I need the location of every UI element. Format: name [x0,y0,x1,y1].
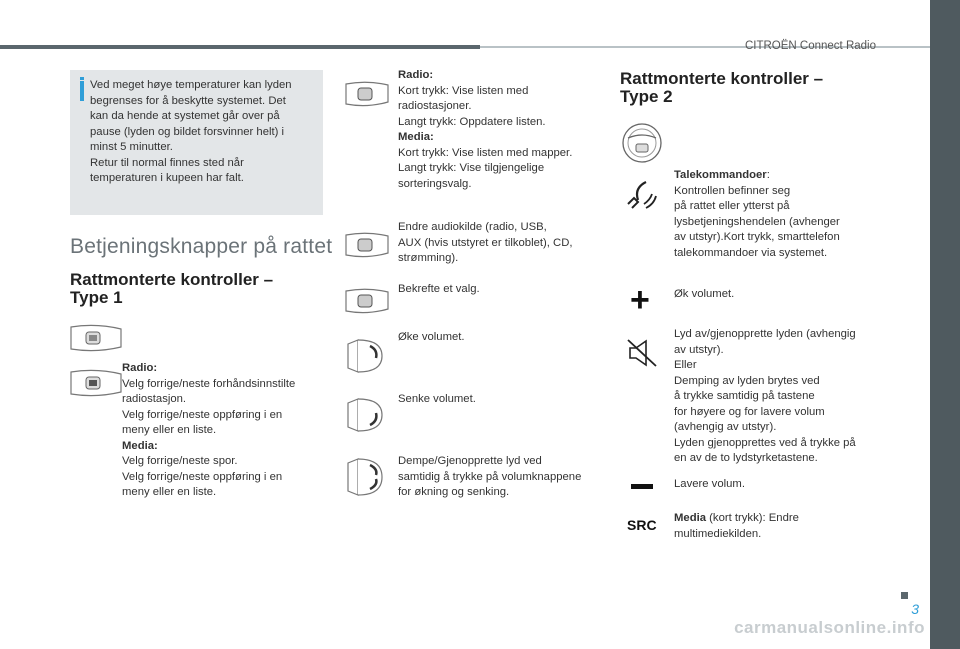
header-title: CITROËN Connect Radio [744,40,876,52]
text-line: Velg forrige/neste spor. [122,455,238,467]
confirm-button-icon [344,287,390,315]
type1-radio-media-text [122,361,322,501]
volume-up-type2-text: Øk volumet. [674,288,735,300]
radio-label: Radio: [122,362,158,374]
volume-down-knob-icon [344,395,388,435]
text-line: å trykke samtidig på tastene [674,390,815,402]
text-line: Lyden gjenopprettes ved å trykke på [674,436,856,449]
type1-heading [70,271,320,307]
text-line: talekommandoer via systemet. [674,246,828,259]
note-line: kan da hende at systemet går over på [90,110,280,122]
text-line: Kort trykk: Vise listen med mapper. [398,146,573,159]
volume-up-text: Øke volumet. [398,331,465,343]
src-label: Media [674,512,707,524]
text-line: (kort trykk): Endre [706,512,799,524]
note-line: begrenses for å beskytte systemet. Det [90,94,286,107]
section-title: Betjeningsknapper på rattet [70,235,333,258]
text-line: Kontrollen befinner seg [674,184,791,197]
volume-up-knob-icon [344,336,388,376]
src-icon: SRC [627,517,657,533]
continue-marker [901,592,908,599]
seek-button-icon [68,368,124,398]
list-button-text [398,68,598,192]
text-line: strømming). [398,252,459,264]
watermark: carmanualsonline.info [734,618,925,637]
steering-control-type1-icon [68,323,124,353]
mute-type2-text [674,327,874,467]
voice-command-text [674,168,874,261]
info-icon [80,81,84,101]
text-line: av utstyr).Kort trykk, smarttelefon [674,231,840,243]
mute-text [398,454,598,501]
type2-heading-line2: Type 2 [620,87,673,106]
text-line: meny eller en liste. [122,424,217,436]
confirm-button-text: Bekrefte et valg. [398,283,480,295]
info-icon-dot [80,77,84,80]
text-line: Endre audiokilde (radio, USB, [398,221,547,233]
header-rule-dark [0,45,480,49]
text-line: (avhengig av utstyr). [674,421,777,433]
steering-wheel-icon [620,122,664,164]
voice-command-icon [624,178,660,210]
media-label: Media: [398,131,434,143]
mute-knob-icon [344,455,388,499]
type2-heading-line1: Rattmonterte kontroller – [620,69,824,88]
media-label: Media: [122,439,158,452]
page-number: 3 [911,601,919,617]
text-line: Dempe/Gjenopprette lyd ved [398,455,542,467]
text-line: Langt trykk: Vise tilgjengelige [398,162,545,174]
volume-down-text: Senke volumet. [398,393,476,405]
voice-label-suffix: : [766,169,770,181]
text-line: AUX (hvis utstyret er tilkoblet), CD, [398,236,573,249]
text-line: for høyere og for lavere volum [674,405,825,418]
page-edge-strip [930,0,960,649]
text-line: Demping av lyden brytes ved [674,374,820,387]
text-line: på rattet eller ytterst på [674,200,790,212]
type1-heading-line1: Rattmonterte kontroller – [70,270,274,289]
text-line: sorteringsvalg. [398,177,472,190]
type2-heading [620,70,880,106]
text-line: radiostasjon. [122,393,187,405]
source-button-text [398,220,598,267]
text-line: Eller [674,359,697,371]
note-line: temperaturen i kupeen har falt. [90,172,244,184]
note-line: minst 5 minutter. [90,141,173,153]
text-line: Kort trykk: Vise listen med [398,84,529,97]
list-button-icon [344,80,390,108]
text-line: meny eller en liste. [122,486,217,498]
text-line: lysbetjeningshendelen (avhenger [674,215,840,228]
text-line: samtidig å trykke på volumknappene [398,470,582,483]
volume-down-type2-text: Lavere volum. [674,478,745,490]
text-line: Langt trykk: Oppdatere listen. [398,115,546,128]
note-line: Retur til normal finnes sted når [90,156,244,169]
text-line: radiostasjoner. [398,100,472,112]
text-line: multimediekilden. [674,527,762,540]
text-line: Lyd av/gjenopprette lyden (avhengig [674,328,856,340]
info-note-text [90,78,315,187]
note-line: Ved meget høye temperaturer kan lyden [90,79,292,91]
text-line: Velg forrige/neste forhåndsinnstilte [122,377,296,390]
minus-icon [631,484,653,489]
text-line: av utstyr). [674,343,724,356]
type1-heading-line2: Type 1 [70,288,123,307]
radio-label: Radio: [398,69,434,81]
text-line: for økning og senking. [398,486,510,498]
plus-icon: + [630,281,650,319]
text-line: Velg forrige/neste oppføring i en [122,470,283,483]
voice-label: Talekommandoer [674,169,767,181]
source-button-icon [344,231,390,259]
text-line: en av de to lydstyrketastene. [674,452,818,464]
text-line: Velg forrige/neste oppføring i en [122,408,283,421]
note-line: pause (lyden og bildet forsvinner helt) i [90,125,285,138]
mute-speaker-icon [626,338,660,368]
src-text [674,511,874,542]
